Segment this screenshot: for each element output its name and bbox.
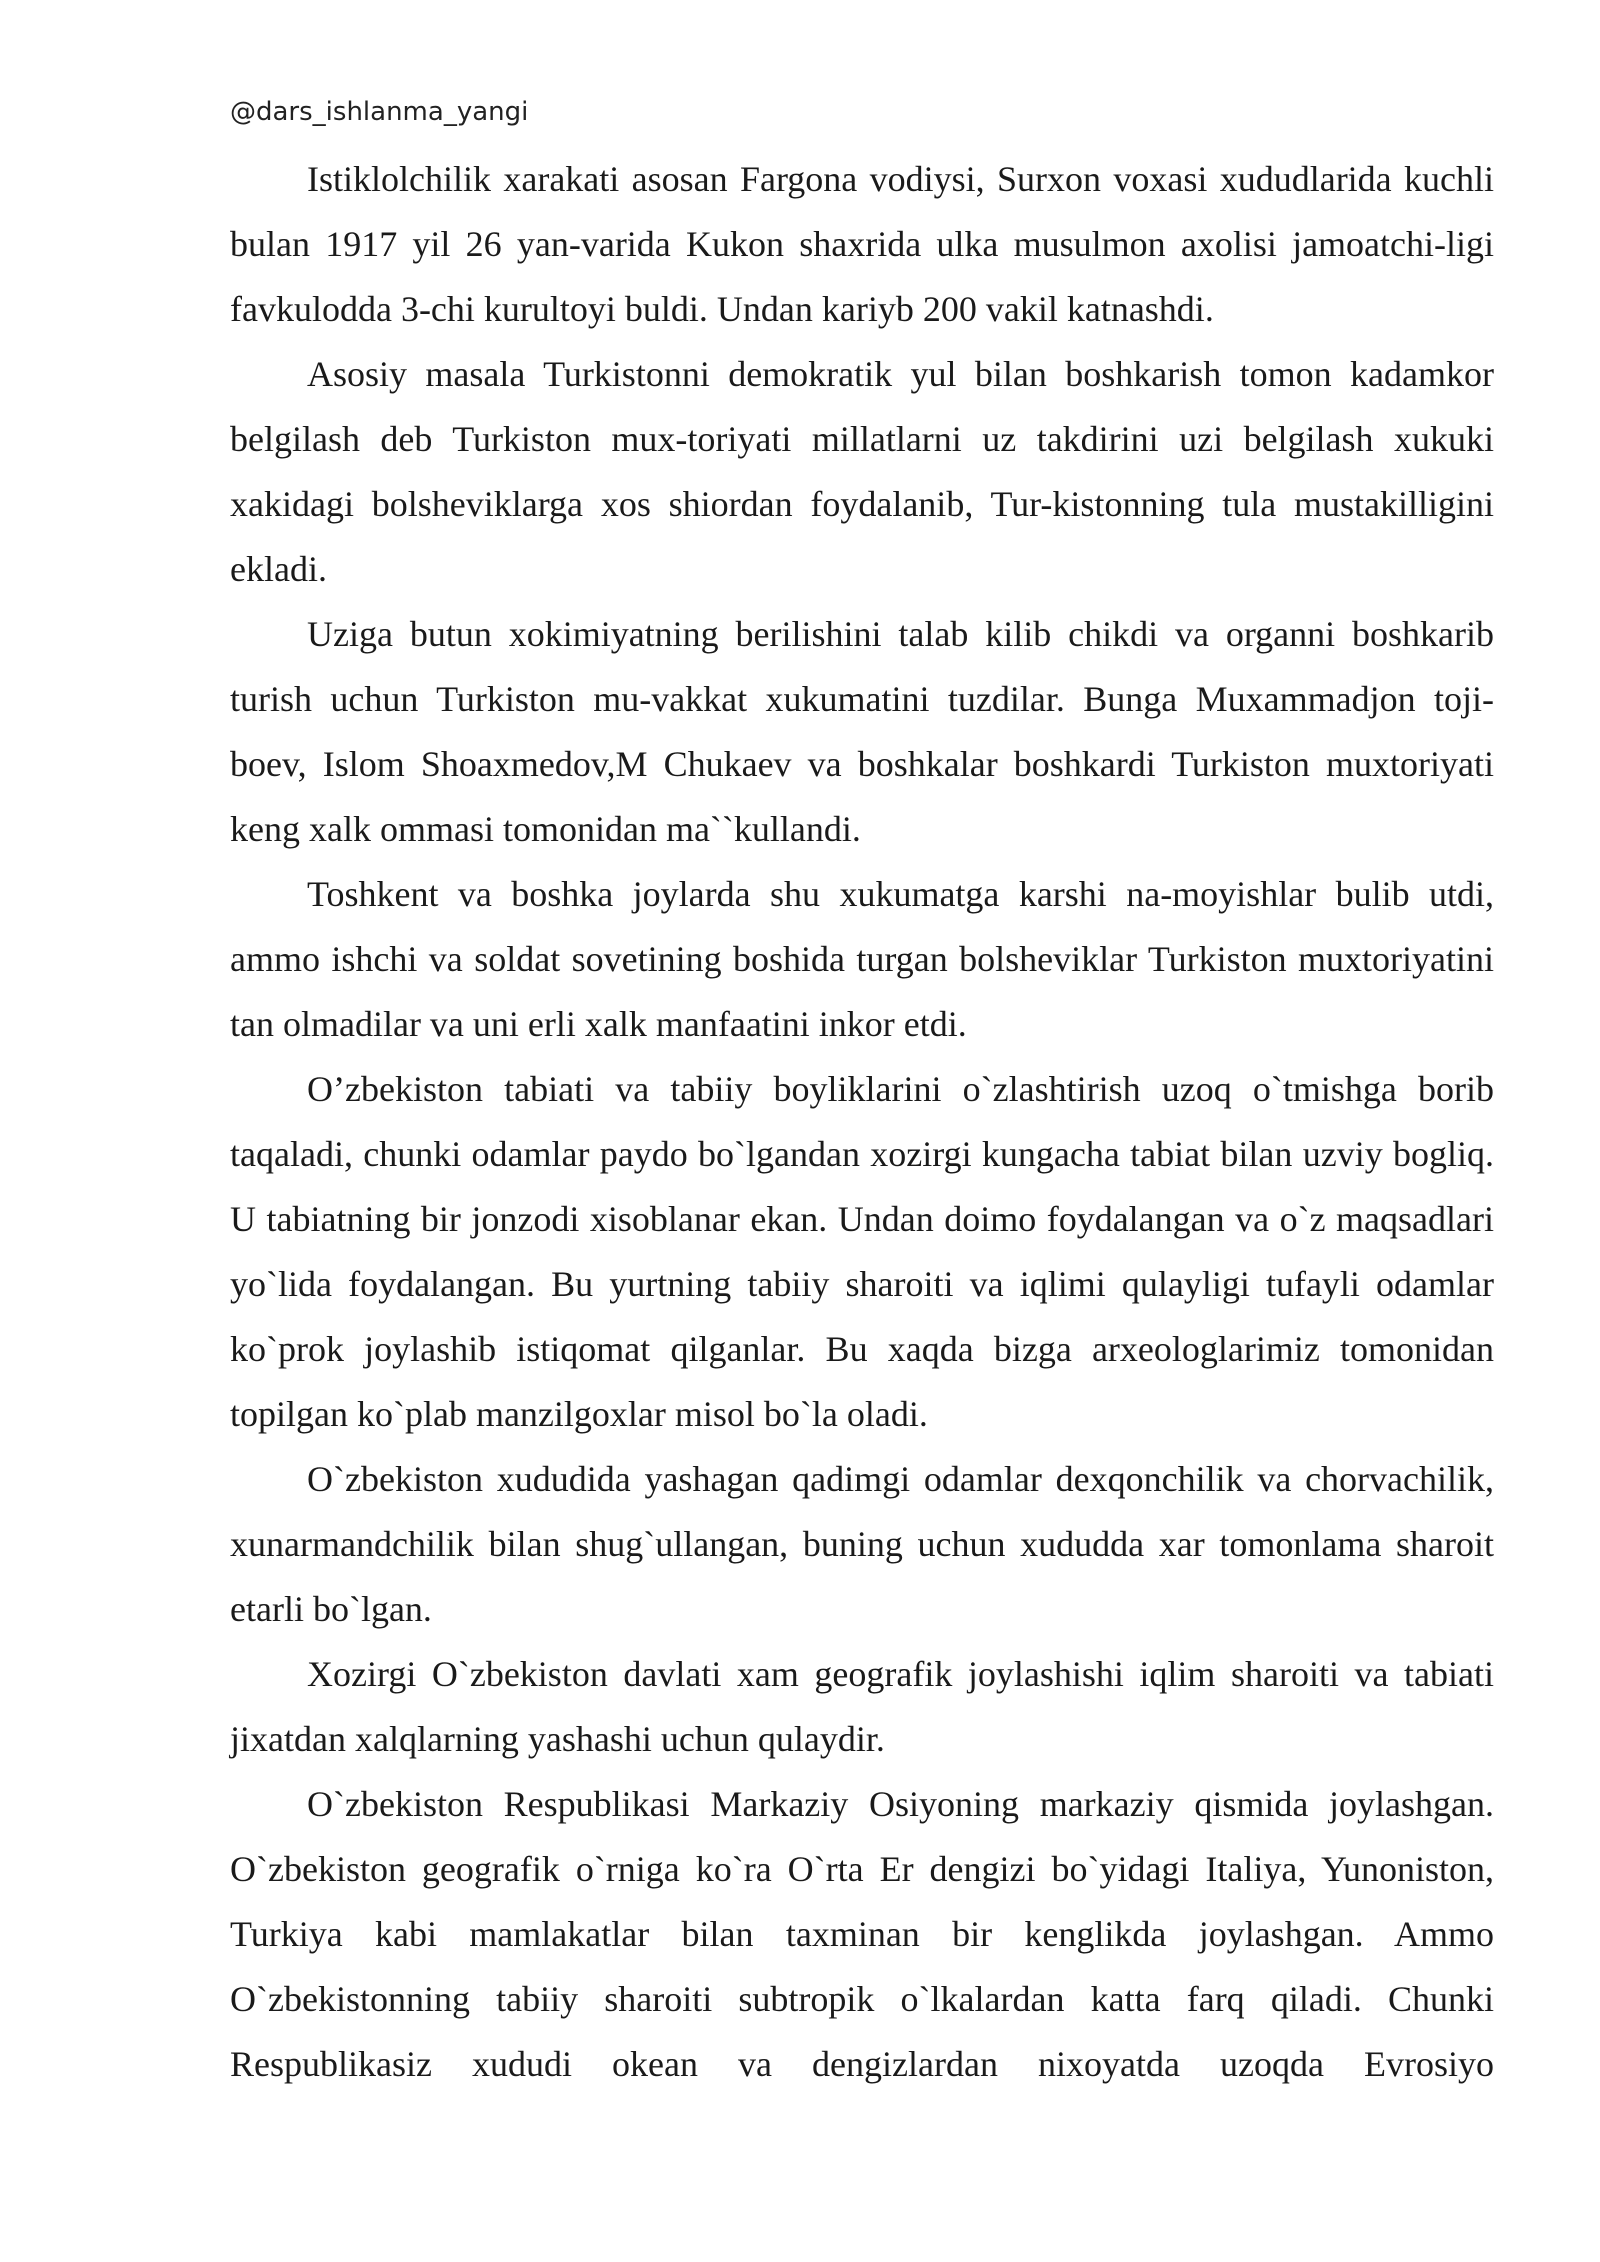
paragraph: O`zbekiston Respublikasi Markaziy Osiyoning markaziy qismida joylashgan. O`zbekiston geografik o`rniga ko`ra O`rta Er dengizi bo`yidagi Italiya, Yunoniston, Turkiya kabi mamlakatlar bilan taxminan bir kenglikda joylashgan. Ammo O`zbekistonning tabiiy sharoiti subtropik o`lkalardan katta farq qiladi. Chunki Respublikasiz xududi okean va dengizlardan nixoyatda uzoqda Evrosiyo	[230, 1784, 1494, 2084]
document-body	[230, 147, 1494, 2097]
paragraph: Istiklolchilik xarakati asosan Fargona vodiysi, Surxon voxasi xududlarida kuchli bulan 1917 yil 26 yan-varida Kukon shaxrida ulka musulmon axolisi jamoatchi-ligi favkulodda 3-chi kurultoyi buldi. Undan kariyb 200 vakil katnashdi.	[230, 159, 1494, 329]
paragraph: Toshkent va boshka joylarda shu xukumatga karshi na-moyishlar bulib utdi, ammo ishchi va soldat sovetining boshida turgan bolsheviklar Turkiston muxtoriyatini tan olmadilar va uni erli xalk manfaatini inkor etdi.	[230, 874, 1494, 1044]
paragraph: Uziga butun xokimiyatning berilishini talab kilib chikdi va organni boshkarib turish uchun Turkiston mu-vakkat xukumatini tuzdilar. Bunga Muxammadjon toji-boev, Islom Shoaxmedov,M Chukaev va boshkalar boshkardi Turkiston muxtoriyati keng xalk ommasi tomonidan ma``kullandi.	[230, 614, 1494, 849]
header-handle: @dars_ishlanma_yangi	[230, 97, 529, 127]
paragraph: Xozirgi O`zbekiston davlati xam geografik joylashishi iqlim sharoiti va tabiati jixatdan xalqlarning yashashi uchun qulaydir.	[230, 1654, 1494, 1759]
paragraph: O`zbekiston xududida yashagan qadimgi odamlar dexqonchilik va chorvachilik, xunarmandchilik bilan shug`ullangan, buning uchun xududda xar tomonlama sharoit etarli bo`lgan.	[230, 1459, 1494, 1629]
paragraph: Asosiy masala Turkistonni demokratik yul bilan boshkarish tomon kadamkor belgilash deb Turkiston mux-toriyati millatlarni uz takdirini uzi belgilash xukuki xakidagi bolsheviklarga xos shiordan foydalanib, Tur-kistonning tula mustakilligini ekladi.	[230, 354, 1494, 589]
paragraph: O’zbekiston tabiati va tabiiy boyliklarini o`zlashtirish uzoq o`tmishga borib taqaladi, chunki odamlar paydo bo`lgandan xozirgi kungacha tabiat bilan uzviy bogliq. U tabiatning bir jonzodi xisoblanar ekan. Undan doimo foydalangan va o`z maqsadlari yo`lida foydalangan. Bu yurtning tabiiy sharoiti va iqlimi qulayligi tufayli odamlar ko`prok joylashib istiqomat qilganlar. Bu xaqda bizga arxeologlarimiz tomonidan topilgan ko`plab manzilgoxlar misol bo`la oladi.	[230, 1069, 1494, 1434]
